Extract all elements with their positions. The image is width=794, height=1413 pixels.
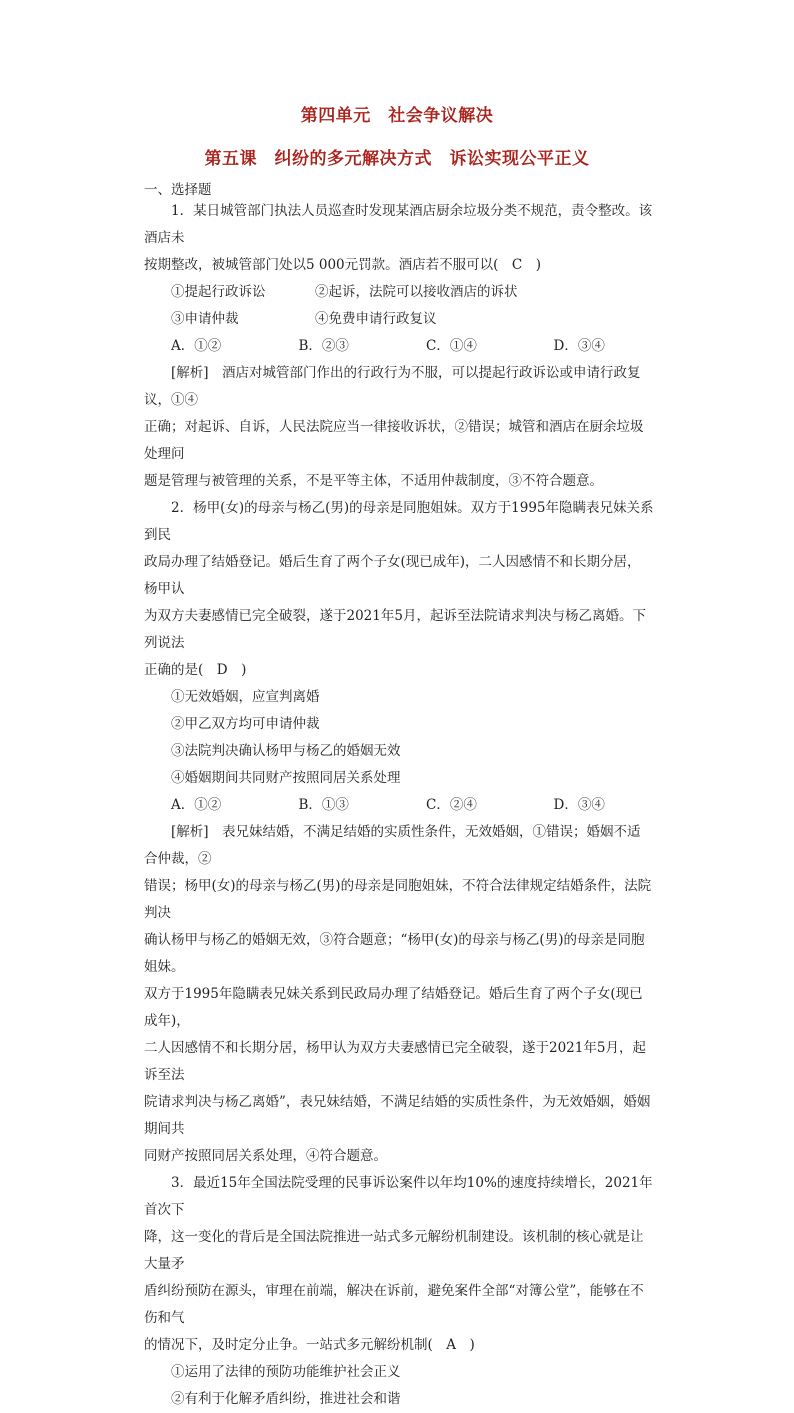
q3-item-2: ②有利于化解矛盾纠纷，推进社会和谐 [171,1391,401,1407]
q1-options-row-1 [144,279,654,306]
q1-choice-b: B．②③ [298,338,349,354]
q2-analysis-3: 确认杨甲与杨乙的婚姻无效，③符合题意；“杨甲(女)的母亲与杨乙(男)的母亲是同胞姐妹。 [144,932,645,975]
q2-analysis-4: 双方于1995年隐瞒表兄妹关系到民政局办理了结婚登记。婚后生育了两个子女(现已成年)， [144,986,643,1029]
unit-title: 第四单元 社会争议解决 [300,106,494,126]
q2-choice-c: C．②④ [426,797,477,813]
q1-choice-c: C．①④ [426,338,477,354]
q2-analysis-7: 同财产按照同居关系处理，④符合题意。 [144,1148,387,1164]
q3-line-2: 降，这一变化的背后是全国法院推进一站式多元解纷机制建设。该机制的核心就是让大量矛 [144,1229,644,1272]
q2-analysis-2: 错误；杨甲(女)的母亲与杨乙(男)的母亲是同胞姐妹，不符合法律规定结婚条件，法院判决 [144,878,652,921]
q3-line-3: 盾纠纷预防在源头，审理在前端，解决在诉前，避免案件全部“对簿公堂”，能够在不伤和气 [144,1283,644,1326]
q2-line-2: 政局办理了结婚登记。婚后生育了两个子女(现已成年)，二人因感情不和长期分居，杨甲认 [144,554,641,597]
q2-analysis-6: 院请求判决与杨乙离婚”，表兄妹结婚，不满足结婚的实质性条件，为无效婚姻，婚姻期间共 [144,1094,651,1137]
q1-option-3: ③申请仲裁 [171,311,239,327]
q2-choices [144,792,654,819]
q1-line-1: 1．某日城管部门执法人员巡查时发现某酒店厨余垃圾分类不规范，责令整改。该酒店未 [144,203,653,246]
q1-option-1: ①提起行政诉讼 [171,284,266,300]
q1-choice-a: A．①② [171,338,222,354]
q2-analysis-5: 二人因感情不和长期分居，杨甲认为双方夫妻感情已完全破裂，遂于2021年5月，起诉至法 [144,1040,646,1083]
question-content [144,198,654,1413]
q3-item-1: ①运用了法律的预防功能维护社会正义 [171,1364,401,1380]
q1-option-4: ④免费申请行政复议 [315,311,437,327]
q3-line-4: 的情况下，及时定分止争。一站式多元解纷机制( A ) [144,1337,475,1353]
q3-line-1: 3．最近15年全国法院受理的民事诉讼案件以年均10%的速度持续增长，2021年首次下 [144,1175,653,1218]
q2-line-1: 2．杨甲(女)的母亲与杨乙(男)的母亲是同胞姐妹。双方于1995年隐瞒表兄妹关系到民 [144,500,654,543]
q1-analysis-2: 正确；对起诉、自诉，人民法院应当一律接收诉状，②错误；城管和酒店在厨余垃圾处理问 [144,419,644,462]
q2-item-4: ④婚姻期间共同财产按照同居关系处理 [171,770,401,786]
q2-choice-d: D．③④ [553,797,605,813]
q2-choice-a: A．①② [171,797,222,813]
q2-line-4: 正确的是( D ) [144,662,247,678]
q1-analysis-3: 题是管理与被管理的关系，不是平等主体，不适用仲裁制度，③不符合题意。 [144,473,603,489]
q2-item-1: ①无效婚姻，应宣判离婚 [171,689,320,705]
q1-options-row-2 [144,306,654,333]
q1-choice-d: D．③④ [553,338,605,354]
q2-analysis-1: [解析] 表兄妹结婚，不满足结婚的实质性条件，无效婚姻，①错误；婚姻不适合仲裁，② [144,824,641,867]
section-label: 一、选择题 [144,182,212,198]
q2-item-2: ②甲乙双方均可申请仲裁 [171,716,320,732]
lesson-title: 第五课 纠纷的多元解决方式 诉讼实现公平正义 [204,149,590,169]
q2-item-3: ③法院判决确认杨甲与杨乙的婚姻无效 [171,743,401,759]
q1-option-2: ②起诉，法院可以接收酒店的诉状 [315,284,518,300]
q1-line-2: 按期整改，被城管部门处以5 000元罚款。酒店若不服可以( C ) [144,257,542,273]
q1-analysis-1: [解析] 酒店对城管部门作出的行政行为不服，可以提起行政诉讼或申请行政复议，①④ [144,365,641,408]
q2-choice-b: B．①③ [298,797,349,813]
q1-choices [144,333,654,360]
q2-line-3: 为双方夫妻感情已完全破裂，遂于2021年5月，起诉至法院请求判决与杨乙离婚。下列说法 [144,608,646,651]
